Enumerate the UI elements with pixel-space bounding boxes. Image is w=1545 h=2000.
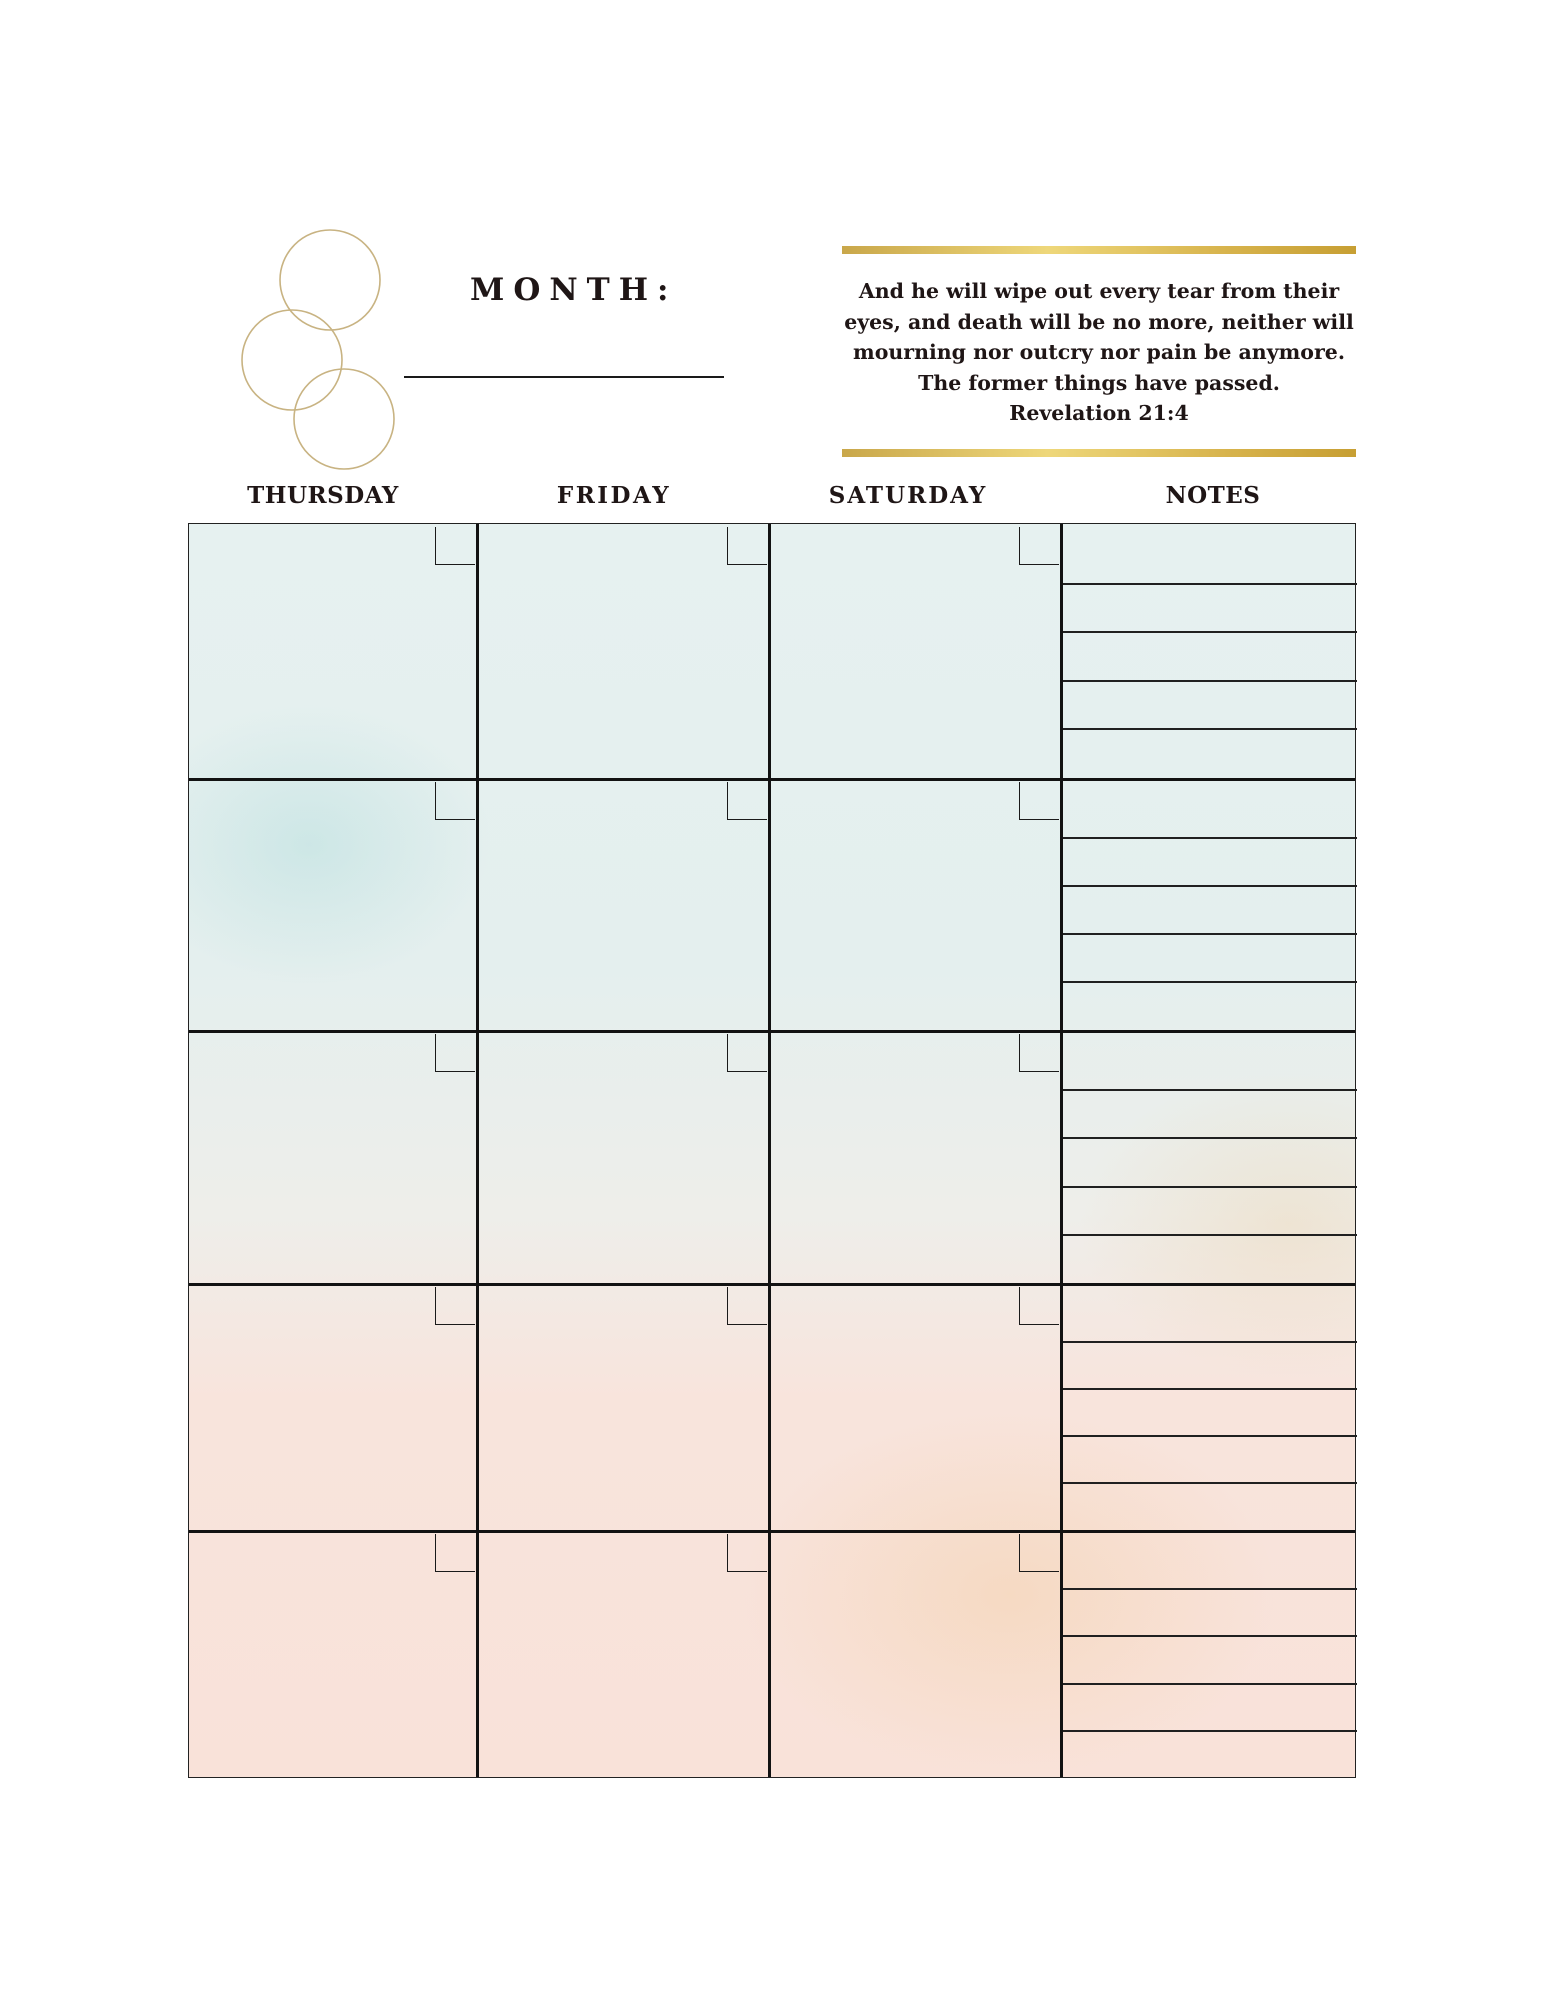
note-line[interactable] [1061, 1388, 1357, 1390]
day-cell-friday[interactable] [477, 1284, 769, 1531]
note-line[interactable] [1061, 1137, 1357, 1139]
date-box[interactable] [1019, 1034, 1059, 1072]
date-box[interactable] [435, 527, 475, 565]
verse-top-bar [842, 246, 1356, 254]
month-input-line[interactable] [404, 376, 724, 378]
column-divider [1060, 524, 1063, 1777]
verse-reference: Revelation 21:4 [1009, 401, 1189, 425]
month-label: MONTH: [470, 272, 678, 308]
note-line[interactable] [1061, 1683, 1357, 1685]
column-header-notes: NOTES [1165, 482, 1261, 509]
day-cell-friday[interactable] [477, 1531, 769, 1779]
day-cell-saturday[interactable] [769, 524, 1061, 779]
note-line[interactable] [1061, 1635, 1357, 1637]
note-line[interactable] [1061, 981, 1357, 983]
day-cell-thursday[interactable] [189, 1031, 477, 1284]
verse-block [842, 276, 1356, 429]
verse-text: And he will wipe out every tear from their eyes, and death will be no more, neither will mourning nor outcry nor pain be anymore. The former things have passed. [844, 279, 1354, 395]
date-box[interactable] [727, 1534, 767, 1572]
note-line[interactable] [1061, 680, 1357, 682]
column-header-saturday: SATURDAY [828, 482, 988, 509]
day-cell-friday[interactable] [477, 1031, 769, 1284]
rings-icon [235, 222, 415, 482]
date-box[interactable] [727, 1287, 767, 1325]
date-box[interactable] [1019, 1534, 1059, 1572]
day-cell-thursday[interactable] [189, 524, 477, 779]
date-box[interactable] [727, 1034, 767, 1072]
calendar-grid [188, 523, 1356, 1778]
day-cell-saturday[interactable] [769, 1031, 1061, 1284]
column-divider [768, 524, 771, 1777]
date-box[interactable] [435, 782, 475, 820]
row-divider [189, 1283, 1355, 1286]
row-divider [189, 778, 1355, 781]
column-header-thursday: THURSDAY [247, 482, 399, 509]
date-box[interactable] [435, 1287, 475, 1325]
note-line[interactable] [1061, 1588, 1357, 1590]
day-cell-friday[interactable] [477, 524, 769, 779]
date-box[interactable] [435, 1034, 475, 1072]
note-line[interactable] [1061, 728, 1357, 730]
note-line[interactable] [1061, 1089, 1357, 1091]
note-line[interactable] [1061, 885, 1357, 887]
date-box[interactable] [727, 527, 767, 565]
note-line[interactable] [1061, 583, 1357, 585]
date-box[interactable] [435, 1534, 475, 1572]
note-line[interactable] [1061, 1730, 1357, 1732]
row-divider [189, 1530, 1355, 1533]
date-box[interactable] [727, 782, 767, 820]
note-line[interactable] [1061, 1482, 1357, 1484]
day-cell-thursday[interactable] [189, 1284, 477, 1531]
note-line[interactable] [1061, 1435, 1357, 1437]
day-cell-thursday[interactable] [189, 1531, 477, 1779]
date-box[interactable] [1019, 527, 1059, 565]
date-box[interactable] [1019, 782, 1059, 820]
day-cell-friday[interactable] [477, 779, 769, 1031]
date-box[interactable] [1019, 1287, 1059, 1325]
note-line[interactable] [1061, 837, 1357, 839]
day-cell-saturday[interactable] [769, 779, 1061, 1031]
note-line[interactable] [1061, 1234, 1357, 1236]
column-header-friday: FRIDAY [556, 482, 672, 509]
verse-bottom-bar [842, 449, 1356, 457]
day-cell-saturday[interactable] [769, 1531, 1061, 1779]
row-divider [189, 1030, 1355, 1033]
note-line[interactable] [1061, 1186, 1357, 1188]
day-cell-thursday[interactable] [189, 779, 477, 1031]
day-cell-saturday[interactable] [769, 1284, 1061, 1531]
note-line[interactable] [1061, 631, 1357, 633]
column-divider [476, 524, 479, 1777]
note-line[interactable] [1061, 933, 1357, 935]
note-line[interactable] [1061, 1341, 1357, 1343]
